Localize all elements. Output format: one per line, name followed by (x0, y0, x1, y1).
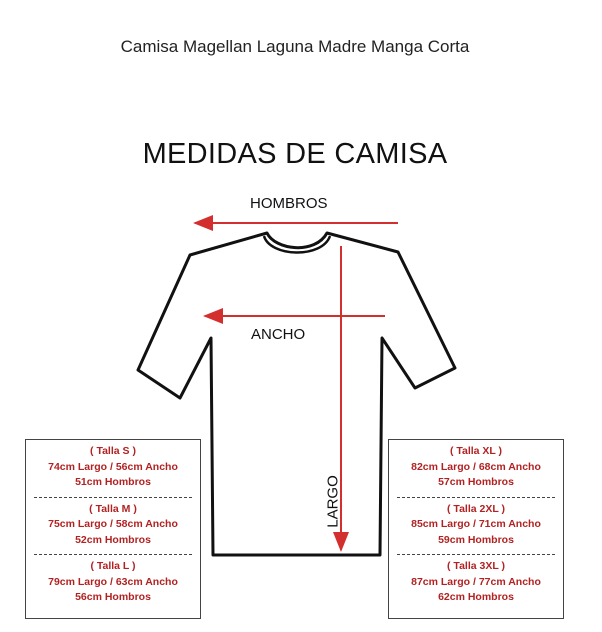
size-chart-heading: MEDIDAS DE CAMISA (142, 138, 448, 170)
shoulders-label: HOMBROS (250, 195, 328, 212)
size-shoulders: 51cm Hombros (75, 476, 151, 488)
size-name: ( Talla 2XL ) (447, 502, 505, 515)
size-entry-l (26, 555, 200, 608)
size-name: ( Talla XL ) (449, 445, 503, 457)
size-name: ( Talla 3XL ) (447, 560, 505, 572)
size-box-right (388, 439, 564, 619)
size-entry-2xl (397, 498, 555, 556)
size-name: ( Talla M ) (89, 502, 137, 515)
size-dims: 82cm Largo / 68cm Ancho (411, 460, 541, 473)
size-dims: 74cm Largo / 56cm Ancho (48, 460, 178, 473)
size-entry-xl (397, 440, 555, 498)
size-name: ( Talla S ) (90, 445, 136, 457)
length-label: LARGO (324, 475, 342, 528)
size-name: ( Talla L ) (90, 560, 136, 572)
size-dims: 79cm Largo / 63cm Ancho (48, 575, 178, 588)
size-box-left (25, 439, 201, 619)
size-shoulders: 57cm Hombros (438, 476, 514, 488)
size-shoulders: 59cm Hombros (438, 533, 514, 546)
product-title: Camisa Magellan Laguna Madre Manga Corta (120, 37, 470, 56)
size-dims: 75cm Largo / 58cm Ancho (48, 518, 178, 530)
size-shoulders: 62cm Hombros (438, 591, 514, 603)
size-entry-m (34, 498, 192, 556)
size-dims: 85cm Largo / 71cm Ancho (411, 518, 541, 530)
size-shoulders: 56cm Hombros (75, 591, 151, 603)
size-shoulders: 52cm Hombros (75, 533, 151, 546)
size-dims: 87cm Largo / 77cm Ancho (411, 575, 541, 588)
width-label: ANCHO (251, 326, 306, 343)
size-entry-s (34, 440, 192, 498)
size-entry-3xl (389, 555, 563, 608)
